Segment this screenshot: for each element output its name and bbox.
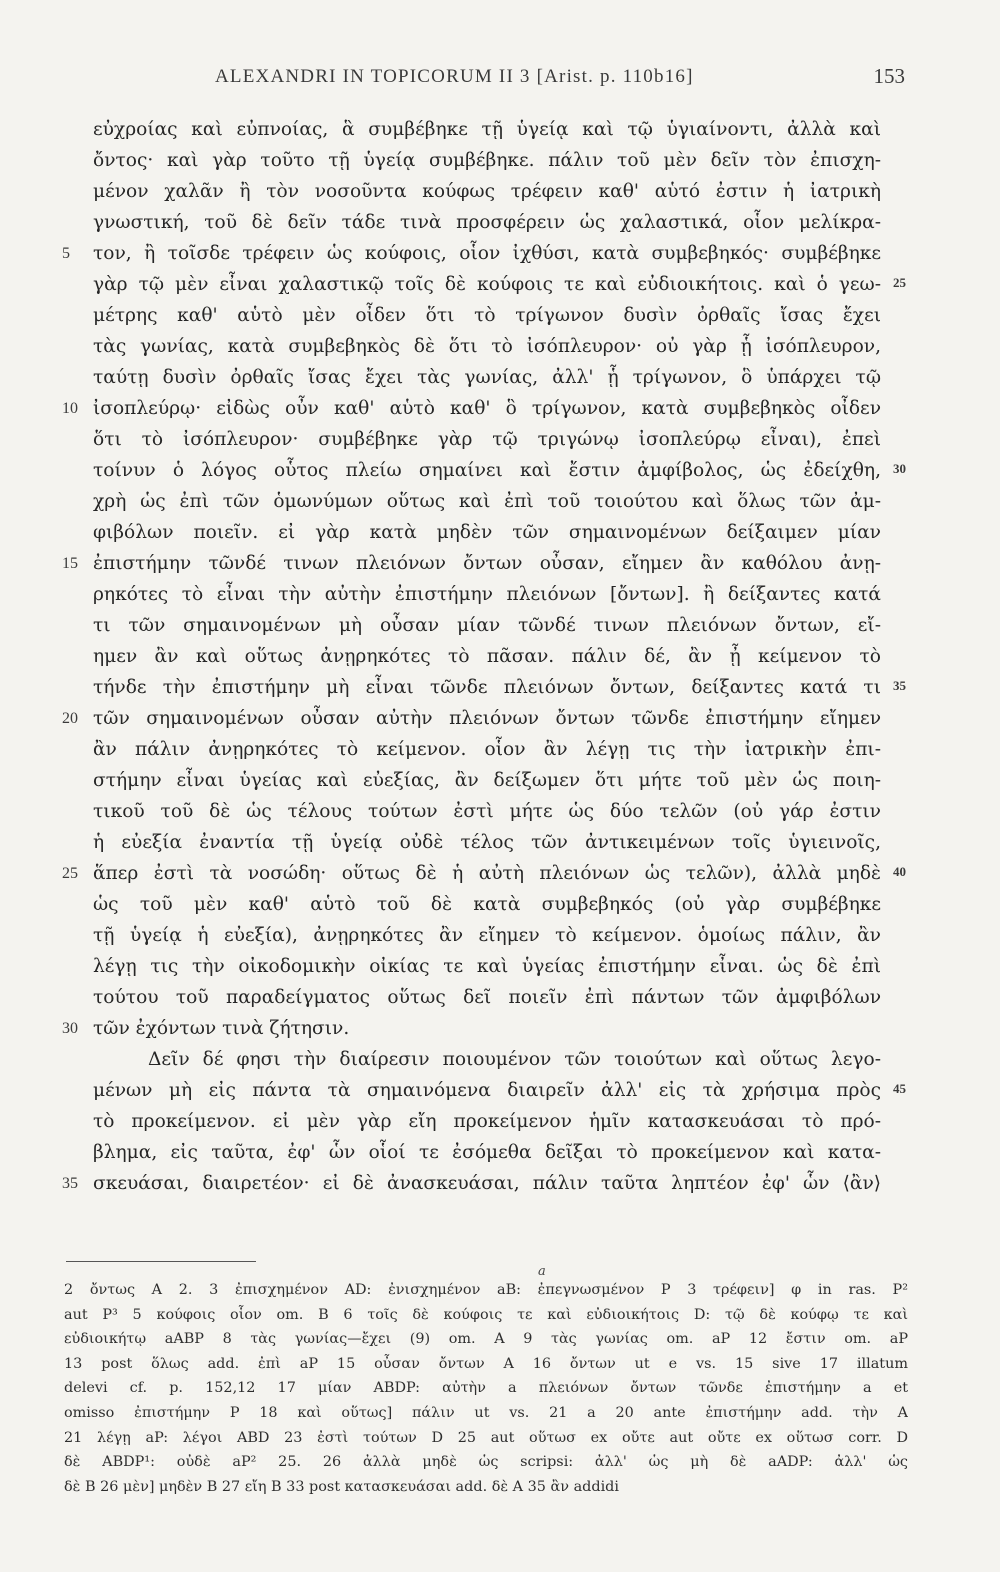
line-text: γὰρ τῷ μὲν εἶναι χαλαστικῷ τοῖς δὲ κούφοις τε καὶ εὐδιοικήτοις. καὶ ὁ γεω- [93,274,881,295]
text-line [0,1013,1000,1044]
line-text: βλημα, εἰς ταῦτα, ἐφ' ὧν οἷοί τε ἐσόμεθα δεῖξαι τὸ προκείμενον καὶ κατα- [93,1142,881,1163]
line-text: τῶν ἐχόντων τινὰ ζήτησιν. [93,1018,350,1039]
text-line [0,889,1000,920]
line-text: τὸ προκείμενον. εἰ μὲν γὰρ εἴη προκείμενον ἡμῖν κατασκευάσαι τὸ πρό- [93,1111,881,1132]
text-line [0,393,1000,424]
apparatus-text: omisso ἐπιστήμην P 18 καὶ οὕτως] πάλιν ut vs. 21 a 20 ante ἐπιστήμην add. τὴν A [64,1404,908,1421]
line-number: 35 [62,1175,78,1192]
line-text: μένων μὴ εἰς πάντα τὰ σημαινόμενα διαιρεῖν ἀλλ' εἰς τὰ χρήσιμα πρὸς [93,1080,881,1101]
line-text: ἅπερ ἐστὶ τὰ νοσώδη· οὕτως δὲ ἡ αὐτὴ πλειόνων ὡς τελῶν), ἀλλὰ μηδὲ [93,863,881,884]
line-text: τον, ἢ τοῖσδε τρέφειν ὡς κούφοις, οἷον ἰχθύσι, κατὰ συμβεβηκός· συμβέβηκε [93,243,881,264]
text-line [0,517,1000,548]
text-line [0,703,1000,734]
line-text: ἰσοπλεύρῳ· εἰδὼς οὖν καθ' αὑτὸ καθ' ὃ τρίγωνον, κατὰ συμβεβηκὸς οἶδεν [93,398,881,419]
line-text: εὐχροίας καὶ εὐπνοίας, ἃ συμβέβηκε τῇ ὑγείᾳ καὶ τῷ ὑγιαίνοντι, ἀλλὰ καὶ [93,119,881,140]
text-line [0,920,1000,951]
apparatus-text: 2 ὄντως A 2. 3 ἐπισχημένον AD: ἐνισχημένον aB: ἐπεγνωσμένον P 3 τρέφειν] φ in ras. P² [64,1282,908,1298]
line-text: τοίνυν ὁ λόγος οὗτος πλείω σημαίνει καὶ ἔστιν ἀμφίβολος, ὡς ἐδείχθη, [93,460,881,481]
margin-reference: 25 [893,275,906,290]
line-text: χρὴ ὡς ἐπὶ τῶν ὁμωνύμων οὕτως καὶ ἐπὶ τοῦ τοιούτου καὶ ὅλως τῶν ἀμ- [93,491,881,512]
text-line [0,207,1000,238]
text-line [0,176,1000,207]
line-text: τῇ ὑγείᾳ ἡ εὐεξία), ἀνῃρηκότες ἂν εἴημεν τὸ κείμενον. ὁμοίως πάλιν, ἂν [93,925,881,946]
line-text: ἂν πάλιν ἀνῃρηκότες τὸ κείμενον. οἷον ἂν λέγῃ τις τὴν ἰατρικὴν ἐπι- [93,739,881,760]
apparatus-text: 13 post ὅλως add. ἐπὶ aP 15 οὖσαν ὄντων A 16 ὄντων ut e vs. 15 sive 17 illatum [64,1355,908,1372]
text-line [0,362,1000,393]
line-number: 15 [62,555,78,572]
apparatus-line [0,1327,1000,1352]
line-number: 20 [62,710,78,727]
apparatus-marker: a [538,1264,546,1279]
text-line [0,548,1000,579]
text-line [0,269,1000,300]
line-text: ημεν ἂν καὶ οὕτως ἀνῃρηκότες τὸ πᾶσαν. πάλιν δέ, ἂν ᾖ κείμενον τὸ [93,646,881,667]
text-line [0,796,1000,827]
text-line [0,734,1000,765]
line-text: ἡ εὐεξία ἐναντία τῇ ὑγείᾳ οὐδὲ τέλος τῶν ἀντικειμένων τοῖς ὑγιεινοῖς, [93,832,881,853]
text-line [0,455,1000,486]
line-text: φιβόλων ποιεῖν. εἰ γὰρ κατὰ μηδὲν τῶν σημαινομένων δείξαιμεν μίαν [93,522,881,543]
line-text: ταύτῃ δυσὶν ὀρθαῖς ἴσας ἔχει τὰς γωνίας, ἀλλ' ᾗ τρίγωνον, ὃ ὑπάρχει τῷ [93,367,881,388]
line-text: μένον χαλᾶν ἢ τὸν νοσοῦντα κούφως τρέφειν καθ' αὑτό ἐστιν ἡ ἰατρικὴ [93,181,881,202]
line-text: μέτρης καθ' αὑτὸ μὲν οἶδεν ὅτι τὸ τρίγωνον δυσὶν ὀρθαῖς ἴσας ἔχει [93,305,881,326]
text-line [0,300,1000,331]
text-line [0,1044,1000,1075]
line-text: ἐπιστήμην τῶνδέ τινων πλειόνων ὄντων οὖσαν, εἴημεν ἂν καθόλου ἀνῃ- [93,553,881,574]
apparatus-line [0,1278,1000,1303]
apparatus-text: δὲ ABDP¹: οὐδὲ aP² 25. 26 ἀλλὰ μηδὲ ὡς scripsi: ἀλλ' ὡς μὴ δὲ aADP: ἀλλ' ὡς [64,1454,908,1471]
critical-apparatus [0,1278,1000,1499]
text-line [0,331,1000,362]
apparatus-line [0,1303,1000,1328]
text-line [0,1106,1000,1137]
text-line [0,579,1000,610]
text-line [0,982,1000,1013]
apparatus-line [0,1450,1000,1475]
text-line [0,610,1000,641]
text-line [0,827,1000,858]
line-text: λέγῃ τις τὴν οἰκοδομικὴν οἰκίας τε καὶ ὑγείας ἐπιστήμην εἶναι. ὡς δὲ ἐπὶ [93,956,881,977]
margin-reference: 45 [893,1081,906,1096]
line-text: τικοῦ τοῦ δὲ ὡς τέλους τούτων ἐστὶ μήτε ὡς δύο τελῶν (οὐ γάρ ἐστιν [93,801,881,822]
line-text: ρηκότες τὸ εἶναι τὴν αὐτὴν ἐπιστήμην πλειόνων [ὄντων]. ἢ δείξαντες κατά [93,584,881,605]
text-line [0,765,1000,796]
text-line [0,1075,1000,1106]
line-number: 5 [62,245,70,262]
line-text: τὰς γωνίας, κατὰ συμβεβηκὸς δὲ ὅτι τὸ ἰσόπλευρον· οὐ γὰρ ᾗ ἰσόπλευρον, [93,336,881,357]
apparatus-text: 21 λέγῃ aP: λέγοι ABD 23 ἐστὶ τούτων D 25 aut οὕτωσ ex οὔτε aut οὔτε ex οὕτωσ corr. D [64,1429,908,1446]
text-line [0,1137,1000,1168]
apparatus-line [0,1376,1000,1401]
text-line [0,486,1000,517]
line-number: 10 [62,400,78,417]
margin-reference: 40 [893,864,906,879]
line-text: τῶν σημαινομένων οὖσαν αὐτὴν πλειόνων ὄντων τῶνδε ἐπιστήμην εἴημεν [93,708,881,729]
line-text: σκευάσαι, διαιρετέον· εἰ δὲ ἀνασκευάσαι, πάλιν ταῦτα ληπτέον ἐφ' ὧν ⟨ἂν⟩ [93,1173,881,1194]
text-line [0,672,1000,703]
line-number: 25 [62,865,78,882]
line-text: στήμην εἶναι ὑγείας καὶ εὐεξίας, ἂν δείξωμεν ὅτι μήτε τοῦ μὲν ὡς ποιη- [93,770,881,791]
line-number: 30 [62,1020,78,1037]
apparatus-text: aut P³ 5 κούφοις οἷον om. B 6 τοῖς δὲ κούφοις τε καὶ εὐδιοικήτοις D: τῷ δὲ κούφῳ τε καὶ [64,1306,908,1323]
line-text: ὄντος· καὶ γὰρ τοῦτο τῇ ὑγείᾳ συμβέβηκε. πάλιν τοῦ μὲν δεῖν τὸν ἐπισχη- [93,150,881,171]
line-text: γνωστική, τοῦ δὲ δεῖν τάδε τινὰ προσφέρειν ὡς χαλαστικά, οἷον μελίκρα- [93,212,881,233]
line-text: τούτου τοῦ παραδείγματος οὕτως δεῖ ποιεῖν ἐπὶ πάντων τῶν ἀμφιβόλων [93,987,881,1008]
margin-reference: 30 [893,461,906,476]
line-text: ὅτι τὸ ἰσόπλευρον· συμβέβηκε γὰρ τῷ τριγώνῳ ἰσοπλεύρῳ εἶναι), ἐπεὶ [93,429,881,450]
text-line [0,858,1000,889]
footnote-rule [66,1261,256,1262]
text-line [0,114,1000,145]
apparatus-text: δὲ B 26 μὲν] μηδὲν B 27 εἴη B 33 post κατασκευάσαι add. δὲ A 35 ἂν addidi [64,1478,619,1495]
text-line [0,1168,1000,1199]
apparatus-text: delevi cf. p. 152,12 17 μίαν ABDP: αὐτὴν a πλειόνων ὄντων τῶνδε ἐπιστήμην a et [64,1380,908,1397]
text-line [0,238,1000,269]
text-line [0,424,1000,455]
apparatus-line [0,1352,1000,1377]
margin-reference: 35 [893,678,906,693]
line-text: τήνδε τὴν ἐπιστήμην μὴ εἶναι τῶνδε πλειόνων ὄντων, δείξαντες κατά τι [93,677,881,698]
main-text [0,114,1000,1199]
line-text: ὡς τοῦ μὲν καθ' αὑτὸ τοῦ δὲ κατὰ συμβεβηκός (οὐ γὰρ συμβέβηκε [93,894,881,915]
running-header [215,60,905,100]
text-line [0,145,1000,176]
running-title: ALEXANDRI IN TOPICORUM II 3 [Arist. p. 110b16] [215,66,694,87]
apparatus-line [0,1475,1000,1500]
text-line [0,951,1000,982]
text-line [0,641,1000,672]
page-number: 153 [873,64,905,88]
apparatus-text: εὐδιοικήτῳ aABP 8 τὰς γωνίας—ἔχει (9) om. A 9 τὰς γωνίας om. aP 12 ἔστιν om. aP [64,1331,908,1348]
line-text: τι τῶν σημαινομένων μὴ οὖσαν μίαν τῶνδέ τινων πλειόνων ὄντων, εἴ- [93,615,881,636]
line-text: Δεῖν δέ φησι τὴν διαίρεσιν ποιουμένον τῶν τοιούτων καὶ οὕτως λεγο- [148,1049,881,1070]
apparatus-line [0,1401,1000,1426]
apparatus-line [0,1426,1000,1451]
